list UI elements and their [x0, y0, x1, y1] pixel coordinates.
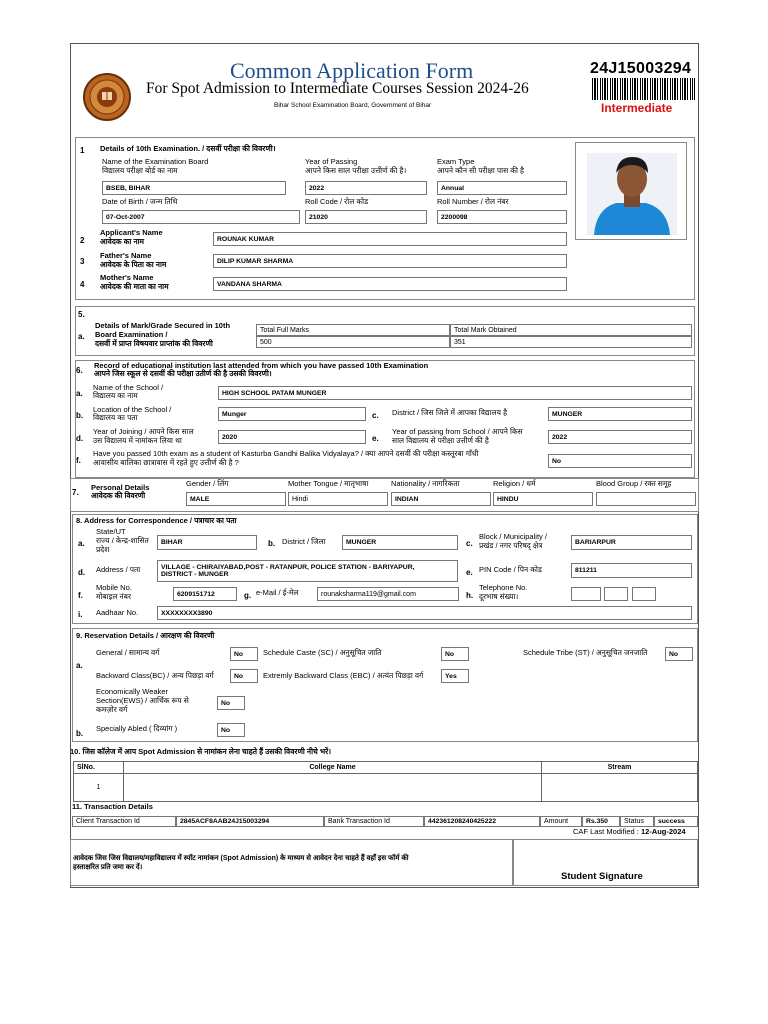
mother-name-field[interactable]: VANDANA SHARMA [213, 277, 567, 291]
barcode [592, 78, 695, 100]
nationality-label: Nationality / नागरिकता [391, 479, 460, 488]
school-location-label-hindi: विद्यालय का पता [93, 413, 138, 422]
joining-year-label-hindi: उस विद्यालय में नामांकन लिया था [93, 436, 182, 445]
sub-number: f. [76, 456, 81, 465]
kgbv-field[interactable]: No [548, 454, 692, 468]
applicant-name-label: Applicant's Name [100, 228, 163, 237]
sub-number: i. [78, 610, 83, 619]
col-stream: Stream [542, 762, 698, 774]
district-label: District / जिला [282, 537, 326, 546]
transaction-heading: 11. Transaction Details [72, 802, 153, 811]
ebc-field[interactable]: Yes [441, 669, 469, 683]
sc-field[interactable]: No [441, 647, 469, 661]
religion-field[interactable]: HINDU [493, 492, 593, 506]
joining-year-field[interactable]: 2020 [218, 430, 366, 444]
school-district-label: District / जिस जिले में आपका विद्यालय है [392, 408, 508, 417]
state-field[interactable]: BIHAR [157, 535, 257, 550]
ews-label-hindi: कमज़ोर वर्ग [96, 705, 128, 714]
telephone-label: Telephone No. [479, 583, 528, 592]
applicant-name-field[interactable]: ROUNAK KUMAR [213, 232, 567, 246]
total-marks-obtained-label: Total Mark Obtained [450, 324, 692, 336]
exam-type-label-hindi: आपने कौन सी परीक्षा पास की है [437, 166, 525, 175]
specially-abled-field[interactable]: No [217, 723, 245, 737]
mobile-field[interactable]: 6209151712 [173, 587, 237, 601]
college-heading: 10. जिस कॉलेज में आप Spot Admission से नामांकन लेना चाहते हैं उसकी विवरणी नीचे भरें। [70, 747, 332, 756]
roll-code-field[interactable]: 21020 [305, 210, 427, 224]
ews-label-2: Section(EWS) / आर्थिक रूप से [96, 696, 189, 705]
dob-label: Date of Birth / जन्म तिथि [102, 197, 178, 206]
course-level: Intermediate [601, 101, 673, 115]
pin-field[interactable]: 811211 [571, 563, 692, 578]
sub-number: a. [76, 389, 83, 398]
caf-last-modified-value: 12-Aug-2024 [640, 827, 686, 836]
sub-number: a. [78, 332, 85, 341]
pin-label: PIN Code / पिन कोड [479, 565, 542, 574]
sub-number: c. [466, 539, 473, 548]
gender-label: Gender / लिंग [186, 479, 229, 488]
status-field[interactable]: success [654, 816, 698, 827]
general-field[interactable]: No [230, 647, 258, 661]
mother-tongue-label: Mother Tongue / मातृभाषा [288, 479, 369, 488]
blood-group-label: Blood Group / रक्त समूह [596, 479, 672, 488]
application-number: 24J15003294 [590, 60, 692, 77]
personal-details-label: Personal Details [91, 483, 150, 492]
telephone-field[interactable] [604, 587, 628, 601]
block-label-hindi: प्रखंड / नगर परिषद् क्षेत्र [479, 541, 543, 550]
row-stream[interactable] [542, 774, 698, 802]
sub-number: e. [466, 568, 473, 577]
dob-field[interactable]: 07-Oct-2007 [102, 210, 300, 224]
table-row [74, 774, 698, 802]
form-title: Common Application Form [230, 58, 474, 83]
specially-abled-label: Specially Abled ( दिव्यांग ) [96, 724, 178, 733]
school-name-label-hindi: विद्यालय का नाम [93, 391, 138, 400]
board-label: Name of the Examination Board [102, 157, 209, 166]
school-heading-hindi: आपने जिस स्कूल से दसवीं की परीक्षा उतीर्ण की है उसकी विवरणी। [94, 369, 272, 378]
father-name-label: Father's Name [100, 251, 152, 260]
st-field[interactable]: No [665, 647, 693, 661]
section-number: 7. [72, 488, 79, 497]
mother-tongue-field[interactable]: Hindi [288, 492, 388, 506]
sc-label: Schedule Caste (SC) / अनुसूचित जाति [263, 648, 382, 657]
sub-number: g. [244, 591, 252, 600]
passing-year-field[interactable]: 2022 [548, 430, 692, 444]
col-college-name: College Name [124, 762, 542, 774]
roll-number-field[interactable]: 2200098 [437, 210, 567, 224]
telephone-std-field[interactable] [571, 587, 601, 601]
reservation-heading: 9. Reservation Details / आरक्षण की विवरणी [76, 631, 215, 640]
block-field[interactable]: BARIARPUR [571, 535, 692, 550]
col-slno: SlNo. [74, 762, 124, 774]
bc-label: Backward Class(BC) / अन्य पिछड़ा वर्ग [96, 671, 214, 680]
ews-label: Economically Weaker [96, 687, 168, 696]
section-number: 1 [80, 146, 85, 155]
address-line-1: VILLAGE - CHIRAIYABAD,POST - RATANPUR, POLICE STATION - BARIYAPUR, [161, 564, 415, 571]
total-marks-obtained-field[interactable]: 351 [450, 336, 692, 348]
gender-field[interactable]: MALE [186, 492, 286, 506]
section-number: 3 [80, 257, 85, 266]
passing-year-label-hindi: साल विद्यालय से परीक्षा उत्तीर्ण की है [392, 436, 489, 445]
board-name: Bihar School Examination Board, Government of Bihar [274, 102, 432, 109]
nationality-field[interactable]: INDIAN [391, 492, 491, 506]
exam-type-field[interactable]: Annual [437, 181, 567, 195]
telephone-ext-field[interactable] [632, 587, 656, 601]
applicant-photo [575, 142, 687, 240]
section-number: 6. [76, 366, 83, 375]
mother-name-label-hindi: आवेदक की माता का नाम [100, 282, 169, 291]
address-label: Address / पता [96, 565, 141, 574]
sub-number: a. [78, 539, 85, 548]
section-heading: Details of 10th Examination. / दसवीं परीक्षा की विवरणी। [100, 144, 276, 153]
section-number: 5. [78, 310, 85, 319]
school-district-field[interactable]: MUNGER [548, 407, 692, 421]
mobile-label-hindi: मोबाइल नंबर [96, 592, 132, 601]
roll-number-label: Roll Number / रोल नंबर [437, 197, 509, 206]
board-field[interactable]: BSEB, BIHAR [102, 181, 286, 195]
address-line-2: DISTRICT - MUNGER [161, 571, 229, 578]
year-label-hindi: आपने किस साल परीक्षा उत्तीर्ण की है। [305, 166, 407, 175]
sub-number: a. [76, 661, 83, 670]
marks-label: Details of Mark/Grade Secured in 10th [95, 321, 231, 330]
bseb-logo-icon [80, 72, 134, 122]
amount-label: Amount [540, 816, 582, 827]
bank-transaction-label: Bank Transaction Id [324, 816, 424, 827]
total-full-marks-field[interactable]: 500 [256, 336, 450, 348]
state-label-hindi-2: प्रदेश [96, 545, 110, 554]
kgbv-label-2: आवासीय बालिका छात्रावास में रहते हुए उत्तीर्ण की है ? [93, 458, 239, 467]
marks-label-hindi: दसवीं में प्राप्त विषयवार प्राप्तांक की विवरणी [95, 339, 213, 348]
passing-year-label: Year of passing from School / आपने किस [392, 427, 523, 436]
sub-number: b. [76, 411, 84, 420]
general-label: General / सामान्य वर्ग [96, 648, 160, 657]
address-heading: 8. Address for Correspondence / पत्राचार का पता [76, 516, 237, 525]
sub-number: b. [76, 729, 84, 738]
personal-details-label-hindi: आवेदक की विवरणी [91, 491, 146, 500]
sub-number: c. [372, 411, 379, 420]
row-slno: 1 [74, 774, 124, 802]
email-field[interactable]: rounaksharma119@gmail.com [317, 587, 459, 601]
father-name-field[interactable]: DILIP KUMAR SHARMA [213, 254, 567, 268]
mother-name-label: Mother's Name [100, 273, 154, 282]
school-location-field[interactable]: Munger [218, 407, 366, 421]
declaration-text-2: हस्ताक्षरित प्रति जमा कर दें। [73, 864, 143, 871]
sub-number: h. [466, 591, 474, 600]
year-label: Year of Passing [305, 157, 358, 166]
year-field[interactable]: 2022 [305, 181, 427, 195]
aadhaar-field[interactable]: XXXXXXXX3890 [157, 606, 692, 620]
status-label: Status [620, 816, 654, 827]
client-transaction-field[interactable]: 2845ACF8AAB24J15003294 [176, 816, 324, 827]
email-label: e-Mail / ई-मेल [256, 588, 299, 597]
joining-year-label: Year of Joining / आपने किस साल [93, 427, 194, 436]
applicant-name-label-hindi: आवेदक का नाम [100, 237, 145, 246]
student-signature-label: Student Signature [561, 871, 643, 882]
row-college-name[interactable] [124, 774, 542, 802]
section-number: 4 [80, 280, 85, 289]
blood-group-field[interactable] [596, 492, 696, 506]
client-transaction-label: Client Transaction Id [72, 816, 176, 827]
caf-last-modified-label: CAF Last Modified : [573, 827, 639, 836]
school-location-label: Location of the School / [93, 405, 172, 414]
sub-number: b. [268, 539, 276, 548]
school-name-label: Name of the School / [93, 383, 164, 392]
marks-label-2: Board Examination / [95, 330, 168, 339]
form-subtitle: For Spot Admission to Intermediate Courses Session 2024-26 [146, 80, 529, 97]
religion-label: Religion / धर्म [493, 479, 536, 488]
block-label: Block / Municipality / [479, 532, 547, 541]
roll-code-label: Roll Code / रोल कोड [305, 197, 369, 206]
address-field[interactable] [157, 560, 458, 582]
college-table [73, 761, 698, 802]
kgbv-label: Have you passed 10th exam as a student of Kasturba Gandhi Balika Vidyalaya? / क्या आपने दसवीं की परीक्षा कस्तूरबा गाँधी [93, 449, 479, 458]
aadhaar-label: Aadhaar No. [96, 608, 139, 617]
state-label-hindi: राज्य / केन्द्र-शासित [96, 536, 149, 545]
school-heading: Record of educational institution last attended from which you have passed 10th Examination [94, 361, 429, 370]
ebc-label: Extremly Backward Class (EBC) / अत्यंत पिछड़ा वर्ग [263, 671, 424, 680]
father-name-label-hindi: आवेदक के पिता का नाम [100, 260, 167, 269]
section-number: 2 [80, 236, 85, 245]
telephone-label-hindi: दूरभाष संख्या। [479, 592, 519, 601]
sub-number: d. [78, 568, 86, 577]
bc-field[interactable]: No [230, 669, 258, 683]
school-name-field[interactable]: HIGH SCHOOL PATAM MUNGER [218, 386, 692, 400]
sub-number: f. [78, 591, 83, 600]
amount-field[interactable]: Rs.350 [582, 816, 620, 827]
state-label: State/UT [96, 527, 126, 536]
ews-field[interactable]: No [217, 696, 245, 710]
mobile-label: Mobile No. [96, 583, 132, 592]
sub-number: d. [76, 434, 84, 443]
exam-type-label: Exam Type [437, 157, 475, 166]
board-label-hindi: विद्यालय परीक्षा बोर्ड का नाम [102, 166, 178, 175]
bank-transaction-field[interactable]: 442361208240425222 [424, 816, 540, 827]
district-field[interactable]: MUNGER [342, 535, 458, 550]
declaration-text: आवेदक जिस जिस विद्यालय/महाविद्यालय में स्पॉट नामांकन (Spot Admission) के माध्यम से आवेदन देना चाहते हैं वहाँ इस फॉर्म की [73, 855, 409, 862]
st-label: Schedule Tribe (ST) / अनुसूचित जनजाति [523, 648, 648, 657]
total-full-marks-label: Total Full Marks [256, 324, 450, 336]
sub-number: e. [372, 434, 379, 443]
caf-last-modified [573, 828, 686, 837]
person-photo-icon [576, 143, 686, 239]
